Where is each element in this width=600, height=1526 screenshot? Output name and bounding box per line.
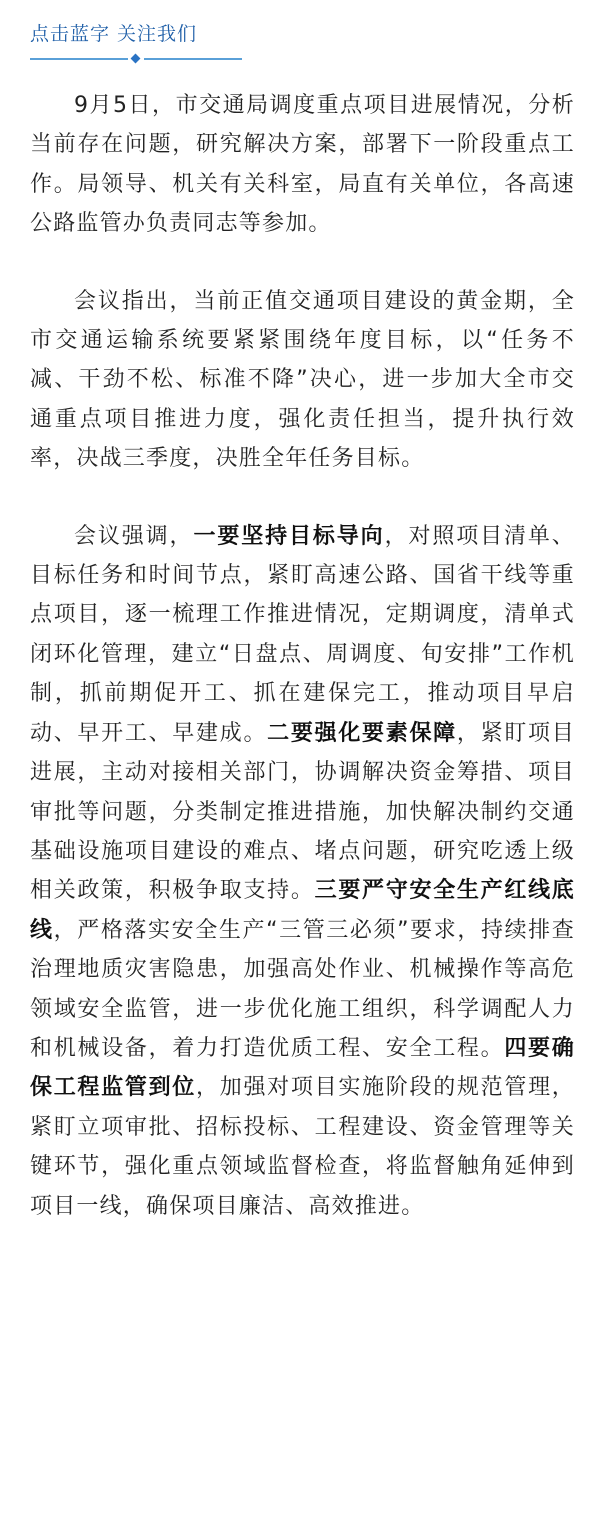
follow-prompt[interactable]: 点击蓝字 关注我们 — [30, 23, 198, 45]
point-2-text: ，紧盯项目进展，主动对接相关部门，协调解决资金筹措、项目审批等问题，分类制定推进措施，加快解决制约交通基础设施项目建设的难点、堵点问题，研究吃透上级相关政策，积极争取支持。 — [30, 720, 575, 904]
point-3-text: ，严格落实安全生产“三管三必须”要求，持续排查治理地质灾害隐患，加强高处作业、机械操作等高危领域安全监管，进一步优化施工组织，科学调配人力和机械设备，着力打造优质工程、安全工程。 — [30, 917, 575, 1061]
paragraph-1: 9月5日，市交通局调度重点项目进展情况，分析当前存在问题，研究解决方案，部署下一阶段重点工作。局领导、机关有关科室，局直有关单位，各高速公路监管办负责同志等参加。 — [30, 93, 575, 237]
point-4-title: 四要确保工程监管到位 — [30, 1035, 575, 1101]
paragraph-3-intro: 会议强调， — [74, 523, 194, 549]
header-divider — [30, 54, 242, 64]
diamond-icon — [131, 54, 141, 64]
point-2-title: 二要强化要素保障 — [267, 720, 457, 746]
point-1-text: ，对照项目清单、目标任务和时间节点，紧盯高速公路、国省干线等重点项目，逐一梳理工作推进情况，定期调度，清单式闭环化管理，建立“日盘点、周调度、旬安排”工作机制，抓前期促开工、抓在建保完工，推动项目早启动、早开工、早建成。 — [30, 523, 575, 746]
paragraph-2: 会议指出，当前正值交通项目建设的黄金期，全市交通运输系统要紧紧围绕年度目标，以“任务不减、干劲不松、标准不降”决心，进一步加大全市交通重点项目推进力度，强化责任担当，提升执行效率，决战三季度，决胜全年任务目标。 — [30, 288, 575, 472]
point-3-title: 三要严守安全生产红线底线 — [30, 878, 576, 943]
follow-header[interactable] — [30, 14, 242, 64]
divider-left-line — [30, 58, 128, 60]
point-1-title: 一要坚持目标导向 — [193, 523, 385, 549]
point-4-text: ，加强对项目实施阶段的规范管理，紧盯立项审批、招标投标、工程建设、资金管理等关键环节，强化重点领域监督检查，将监督触角延伸到项目一线，确保项目廉洁、高效推进。 — [30, 1075, 575, 1219]
divider-right-line — [144, 58, 242, 60]
paragraph-3 — [30, 517, 575, 1226]
article-body — [30, 86, 575, 1226]
